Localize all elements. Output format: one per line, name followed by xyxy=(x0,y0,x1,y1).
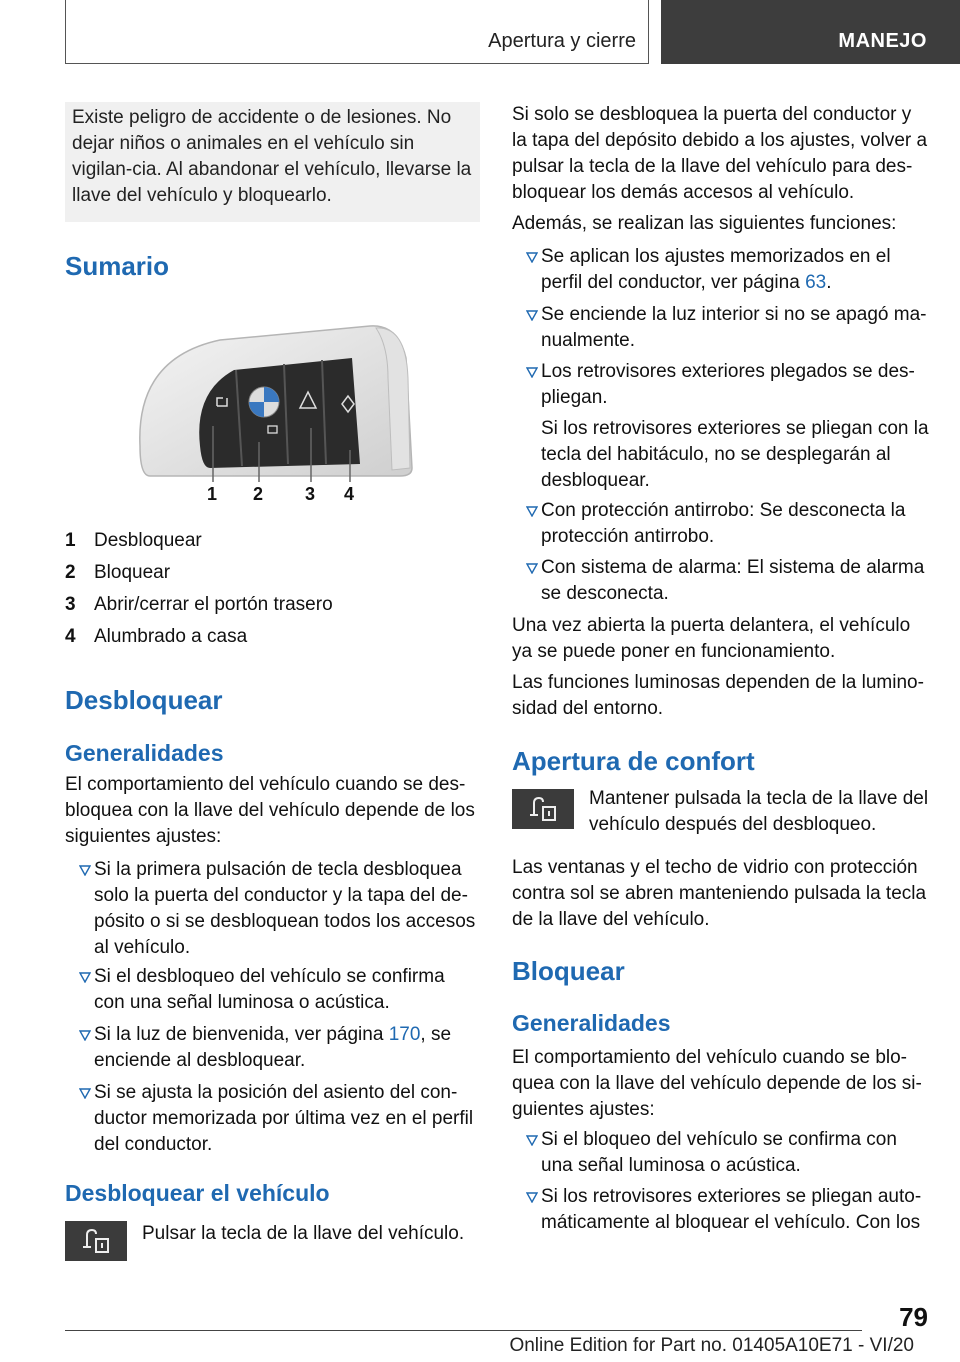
triangle-bullet-icon xyxy=(526,309,538,321)
right-para-1: Si solo se desbloquea la puerta del conductor y la tapa del depósito debido a los ajustes, volver a pulsar la tecla de la llave del vehículo para des-bloquear los demás accesos al vehículo. xyxy=(512,104,928,203)
triangle-bullet-icon xyxy=(79,1087,91,1099)
footer-rule xyxy=(65,1330,862,1331)
list-num-1: 1 xyxy=(65,530,76,551)
page-link-170[interactable]: 170 xyxy=(388,1024,421,1045)
subheading-desbloquear-vehiculo: Desbloquear el vehículo xyxy=(65,1180,330,1206)
right-bullet-2: Se enciende la luz interior si no se apagó ma-nualmente. xyxy=(541,304,927,351)
header-chapter-tab xyxy=(661,0,960,64)
triangle-bullet-icon xyxy=(526,366,538,378)
triangle-bullet-icon xyxy=(79,971,91,983)
list-label-1: Desbloquear xyxy=(94,530,202,551)
list-label-3: Abrir/cerrar el portón trasero xyxy=(94,594,333,615)
list-num-3: 3 xyxy=(65,594,76,615)
right-para-2: Además, se realizan las siguientes funciones: xyxy=(512,213,897,234)
triangle-bullet-icon xyxy=(526,505,538,517)
confort-para: Las ventanas y el techo de vidrio con protección contra sol se abren manteniendo pulsada la tecla de la llave del vehículo. xyxy=(512,857,927,930)
bloquear-bullet-1: Si el bloqueo del vehículo se confirma con una señal luminosa o acústica. xyxy=(541,1129,897,1176)
triangle-bullet-icon xyxy=(526,1191,538,1203)
triangle-bullet-icon xyxy=(526,1134,538,1146)
callout-3: 3 xyxy=(305,484,316,504)
heading-apertura-confort: Apertura de confort xyxy=(512,746,755,776)
header-left-rule xyxy=(65,0,66,64)
unlock-key-icon xyxy=(65,1221,127,1261)
footer-edition: Online Edition for Part no. 01405A10E71 - VI/20 xyxy=(509,1335,914,1356)
page-link-63[interactable]: 63 xyxy=(805,272,827,293)
desbloquear-bullet-luz: Si la luz de bienvenida, ver página 170, se enciende al desbloquear. xyxy=(94,1024,452,1071)
right-bullet-1: Se aplican los ajustes memorizados en el perfil del conductor, ver página 63. xyxy=(541,246,891,293)
desbloquear-intro: El comportamiento del vehículo cuando se des-bloquea con la llave del vehículo depende de los siguientes ajustes: xyxy=(65,774,475,847)
list-num-2: 2 xyxy=(65,562,76,583)
right-bullet-4: Con protección antirrobo: Se desconecta la protección antirrobo. xyxy=(541,500,906,547)
triangle-bullet-icon xyxy=(526,251,538,263)
heading-desbloquear: Desbloquear xyxy=(65,685,223,715)
list-num-4: 4 xyxy=(65,626,76,647)
callout-4: 4 xyxy=(344,484,355,504)
header-section-title: Apertura y cierre xyxy=(488,30,636,52)
heading-bloquear: Bloquear xyxy=(512,956,625,986)
page-number: 79 xyxy=(899,1302,928,1332)
header-bottom-rule xyxy=(65,63,649,64)
key-fob-figure xyxy=(130,318,420,510)
right-bullet-5: Con sistema de alarma: El sistema de alarma se desconecta. xyxy=(541,557,925,604)
warning-box xyxy=(65,102,480,222)
heading-sumario: Sumario xyxy=(65,251,170,281)
subheading-bloquear-generalidades: Generalidades xyxy=(512,1010,671,1036)
unlock-key-icon xyxy=(512,789,574,829)
desbloquear-bullet-3: Si se ajusta la posición del asiento del con-ductor memorizada por última vez en el perfil del conductor. xyxy=(94,1082,474,1155)
triangle-bullet-icon xyxy=(526,562,538,574)
confort-action: Mantener pulsada la tecla de la llave del vehículo después del desbloqueo. xyxy=(589,788,929,835)
header-separator xyxy=(648,0,649,64)
desbloquear-bullet-1: Si la primera pulsación de tecla desbloquea solo la puerta del conductor y la tapa del de-pósito o si se desbloquean todos los accesos al vehículo. xyxy=(94,859,476,958)
bloquear-bullet-2: Si los retrovisores exteriores se pliegan auto-máticamente al bloquear el vehículo. Con los xyxy=(541,1186,922,1233)
right-para-3: Una vez abierta la puerta delantera, el vehículo ya se puede poner en funcionamiento. xyxy=(512,615,911,662)
desbloquear-bullet-2: Si el desbloqueo del vehículo se confirma con una señal luminosa o acústica. xyxy=(94,966,445,1013)
bloquear-intro: El comportamiento del vehículo cuando se blo-quea con la llave del vehículo depende de los si-guientes ajustes: xyxy=(512,1047,922,1120)
triangle-bullet-icon xyxy=(79,864,91,876)
list-label-2: Bloquear xyxy=(94,562,171,583)
chapter-label: MANEJO xyxy=(838,30,927,52)
subheading-generalidades: Generalidades xyxy=(65,740,224,766)
triangle-bullet-icon xyxy=(79,1029,91,1041)
list-label-4: Alumbrado a casa xyxy=(94,626,248,647)
desbloquear-action: Pulsar la tecla de la llave del vehículo. xyxy=(142,1223,465,1244)
right-bullet-3-note: Si los retrovisores exteriores se pliegan con la tecla del habitáculo, no se desplegarán al desbloquear. xyxy=(541,418,929,491)
warning-text: Existe peligro de accidente o de lesiones. No dejar niños o animales en el vehículo sin vigilan-cia. Al abandonar el vehículo, llevarse la llave del vehículo y bloquearlo. xyxy=(72,107,472,206)
right-bullet-3: Los retrovisores exteriores plegados se des-pliegan. xyxy=(541,361,915,408)
callout-2: 2 xyxy=(253,484,264,504)
right-para-4: Las funciones luminosas dependen de la lumino-sidad del entorno. xyxy=(512,672,924,719)
callout-1: 1 xyxy=(207,484,218,504)
